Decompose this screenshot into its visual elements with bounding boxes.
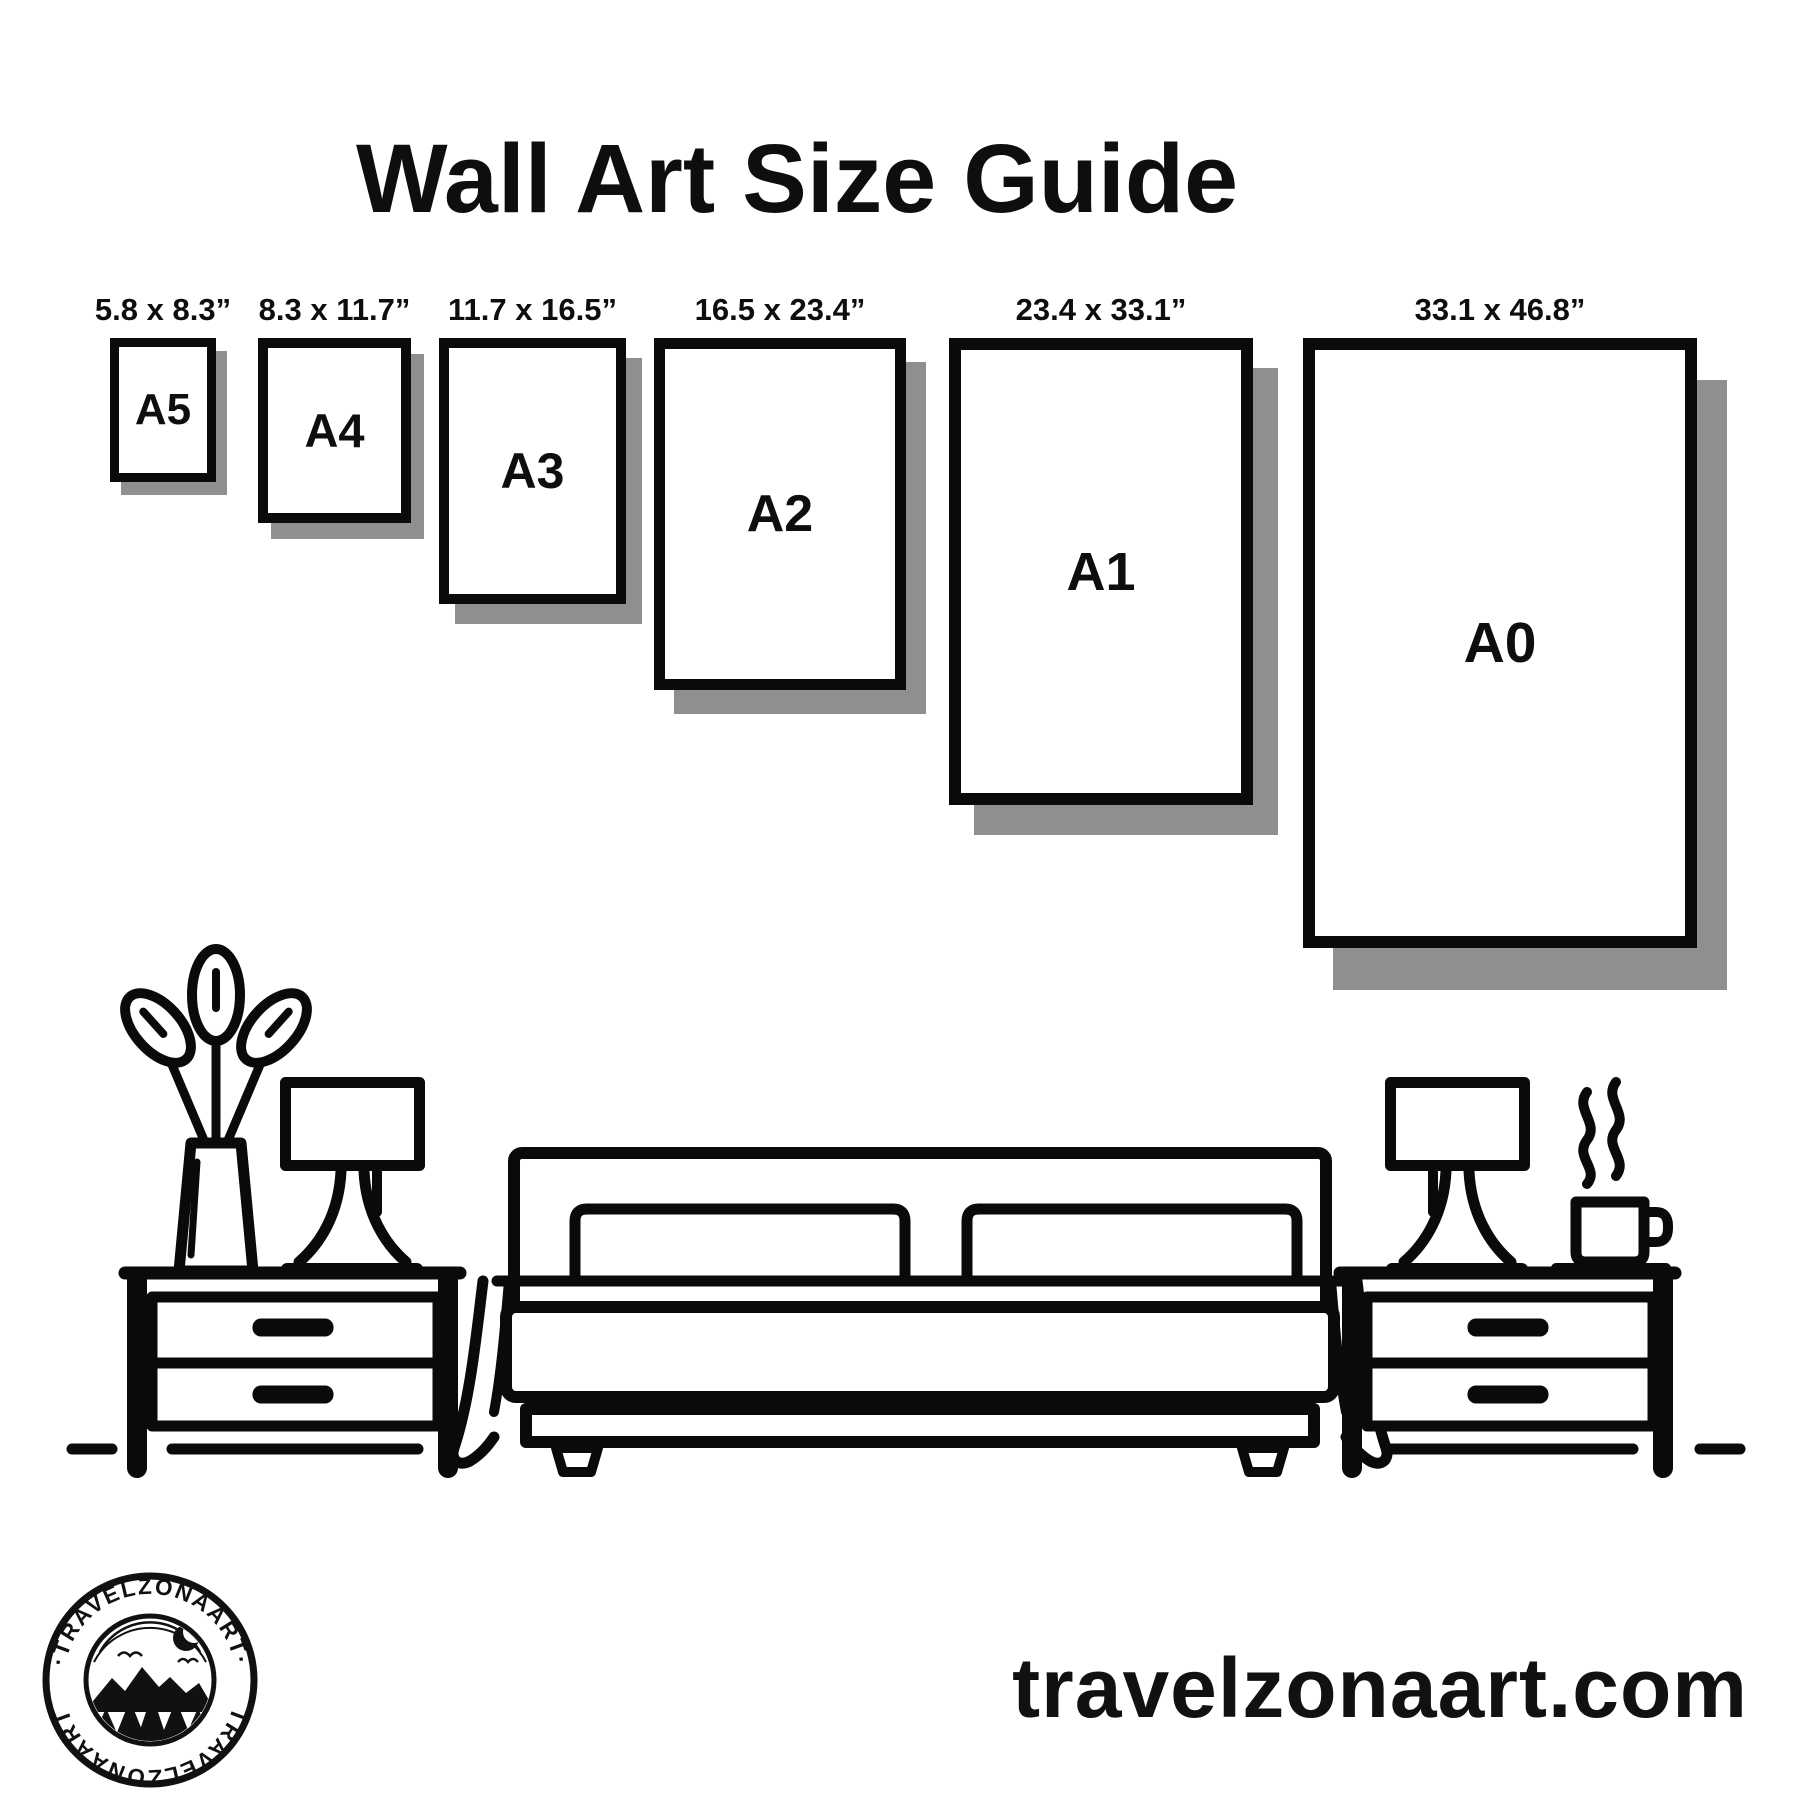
paper-frame-a4 — [258, 338, 411, 523]
bird-icon — [118, 1653, 142, 1657]
paper-size-letter-a4: A4 — [304, 404, 365, 457]
paper-frame-a0 — [1303, 338, 1697, 948]
page-title: Wall Art Size Guide — [355, 123, 1239, 233]
paper-size-letter-a0: A0 — [1463, 611, 1537, 675]
paper-frame-a2 — [654, 338, 906, 690]
logo-brand-arc-top: ·TRAVELZONAART· — [45, 1573, 255, 1668]
size-label-a3: 11.7 x 16.5” — [448, 292, 617, 327]
coffee-mug-icon — [1556, 1082, 1668, 1268]
double-bed-icon — [453, 1153, 1387, 1472]
mountain-badge-logo-icon — [28, 1560, 278, 1810]
logo-brand-arc-bottom: TRAVELZONAART — [47, 1704, 253, 1791]
bedroom-scene-illustration — [0, 860, 1800, 1620]
paper-frame-a1 — [949, 338, 1253, 805]
steam-icon — [1583, 1092, 1591, 1184]
website-url: travelzonaart.com — [1012, 1641, 1748, 1735]
size-label-a5: 5.8 x 8.3” — [94, 292, 232, 327]
paper-size-letter-a1: A1 — [1066, 541, 1136, 602]
paper-size-letter-a3: A3 — [500, 443, 565, 499]
table-lamp-icon — [1391, 1083, 1525, 1270]
nightstand-icon — [125, 1273, 460, 1468]
size-label-a4: 8.3 x 11.7” — [258, 292, 411, 327]
size-label-a1: 23.4 x 33.1” — [1015, 292, 1187, 327]
size-label-a2: 16.5 x 23.4” — [694, 292, 866, 327]
paper-size-letter-a5: A5 — [134, 385, 192, 434]
paper-size-letter-a2: A2 — [746, 485, 814, 543]
steam-icon — [1612, 1082, 1620, 1176]
crescent-moon-icon — [173, 1621, 205, 1651]
svg-text:·TRAVELZONAART· — [45, 1574, 254, 1668]
nightstand-icon — [1340, 1273, 1675, 1468]
size-label-a0: 33.1 x 46.8” — [1414, 292, 1586, 327]
paper-frame-a5 — [110, 338, 216, 482]
table-lamp-icon — [286, 1083, 420, 1270]
paper-frame-a3 — [439, 338, 626, 604]
bird-icon — [178, 1659, 198, 1662]
